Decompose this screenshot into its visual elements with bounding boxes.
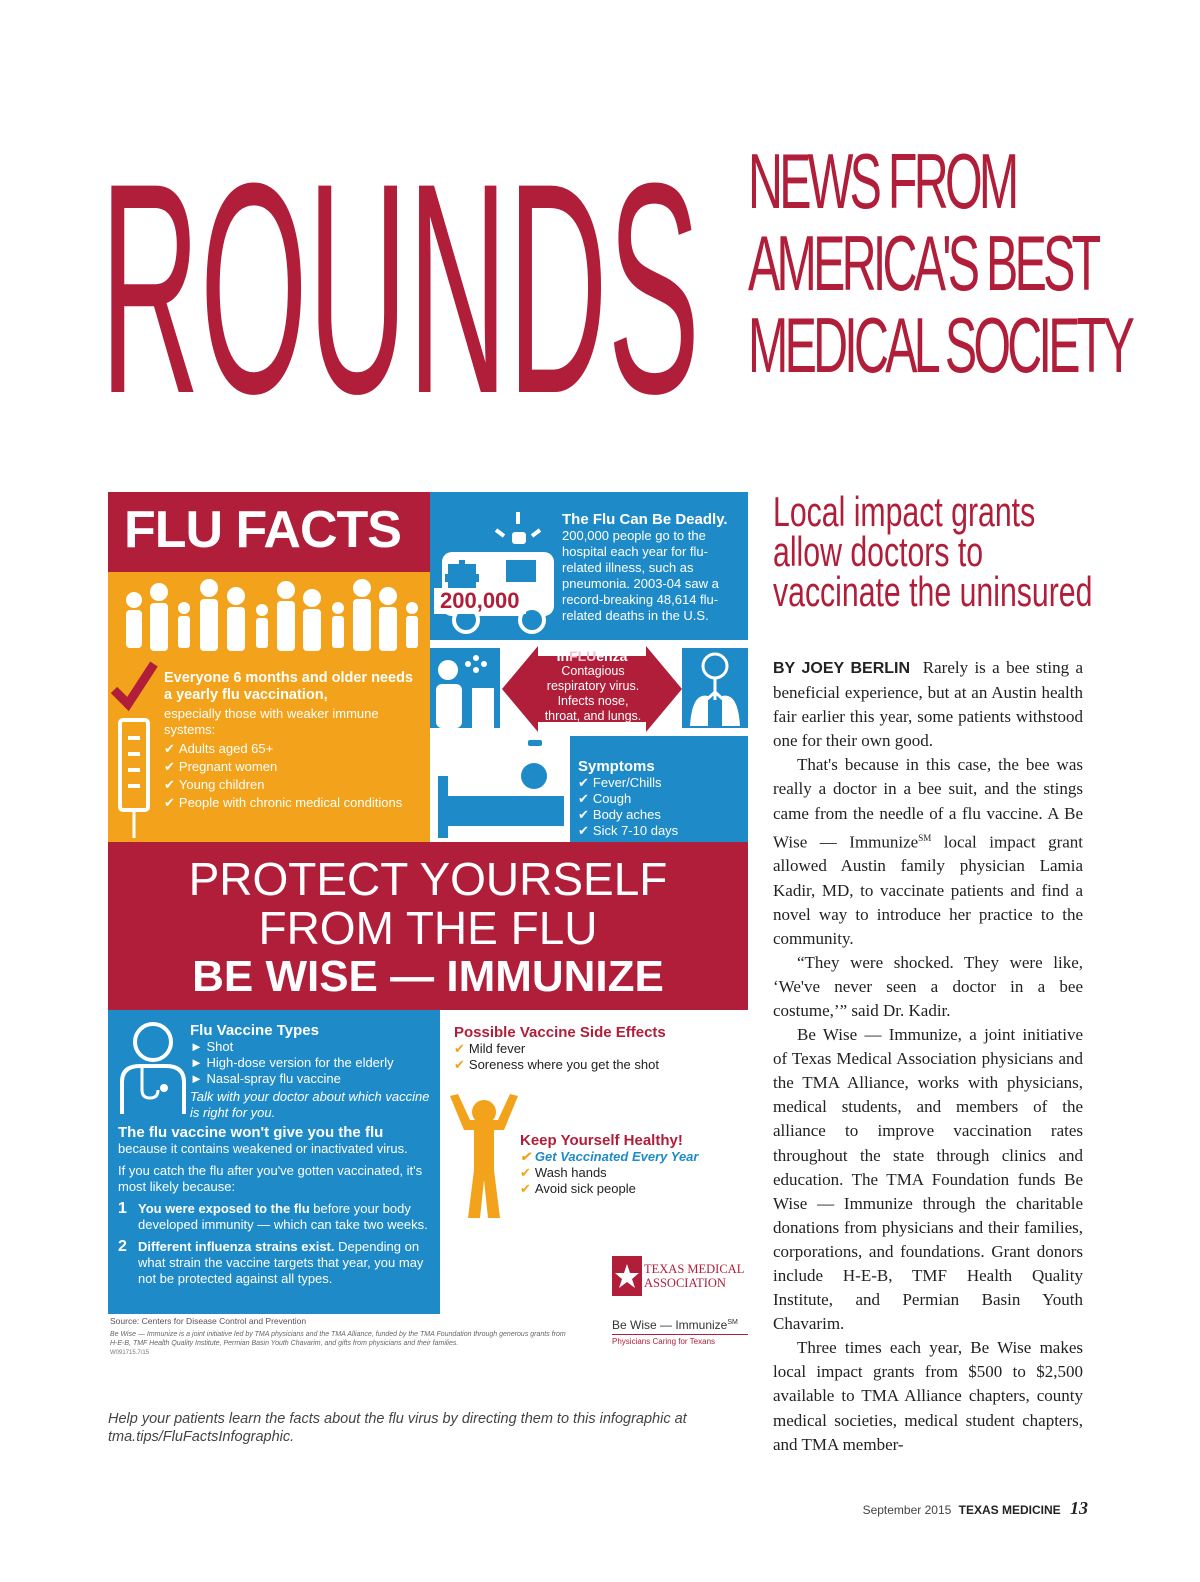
- article-paragraph: Three times each year, Be Wise makes local impact grants from $500 to $2,500 available to TMA Alliance chapters, county medical societies, medical student chapters, and TMA member-: [773, 1338, 1083, 1454]
- article-body: [773, 656, 1083, 1457]
- vaccine-info-panel: [108, 1010, 440, 1314]
- list-item: ✔ People with chronic medical conditions: [164, 795, 403, 810]
- check-icon: ✔: [578, 775, 589, 790]
- infographic-source: Source: Centers for Disease Control and Prevention: [110, 1316, 307, 1326]
- symptoms-panel: [430, 736, 748, 842]
- list-item: ► Shot: [190, 1039, 234, 1054]
- symptoms-heading: Symptoms: [578, 758, 655, 775]
- wont-give-sub: because it contains weakened or inactivated virus.: [118, 1141, 408, 1156]
- keep-healthy: [520, 1132, 740, 1197]
- list-item: ✔ Fever/Chills: [578, 775, 662, 790]
- tagline-line: MEDICAL SOCIETY: [748, 301, 1132, 389]
- vaccination-audience-text: [164, 670, 424, 812]
- list-item: ✔ Wash hands: [520, 1165, 607, 1180]
- texas-star-icon: [612, 1256, 642, 1296]
- influenza-title: InFLUenza: [556, 648, 628, 664]
- article-paragraph: “They were shocked. They were like, ‘We've never seen a doctor in a bee costume,’” said Dr. Kadir.: [773, 952, 1083, 1020]
- check-icon: ✔: [164, 795, 175, 810]
- vaccine-wont-give-flu: [118, 1124, 434, 1287]
- side-effects-panel: [440, 1010, 748, 1314]
- tma-logo-text: TEXAS MEDICAL ASSOCIATION: [644, 1262, 745, 1290]
- check-icon: ✔: [520, 1165, 531, 1180]
- vaccine-types: [190, 1022, 435, 1121]
- check-icon: ✔: [164, 741, 175, 756]
- list-item: ✔ Body aches: [578, 807, 661, 822]
- list-item: ✔ Young children: [164, 777, 265, 792]
- infographic-fine-print: Be Wise — Immunize is a joint initiative led by TMA physicians and the TMA Alliance, funded by the TMA Foundation through generous grants from H-E-B, TMF Health Quality Institute, Permian Basin Youth Chavarim, and gifts from physicians and their families.: [110, 1331, 566, 1347]
- healthy-person-icon: [444, 1090, 524, 1220]
- vaccination-audience-panel: [108, 572, 430, 842]
- flu-facts-infographic: [108, 492, 748, 1392]
- vaccine-types-heading: Flu Vaccine Types: [190, 1022, 319, 1039]
- bewise-logo: Be Wise — Immunize℠ Physicians Caring for Texans: [612, 1318, 748, 1346]
- flu-deadly-panel: [430, 492, 748, 640]
- symptoms-text: [578, 758, 678, 839]
- check-icon: ✔: [520, 1149, 531, 1164]
- vaccine-types-note: Talk with your doctor about which vaccine is right for you.: [190, 1089, 430, 1120]
- protect-banner: [108, 842, 748, 1010]
- audience-list: [164, 740, 424, 812]
- check-icon: ✔: [578, 823, 589, 838]
- headline-line: vaccinate the uninsured: [773, 568, 1093, 615]
- reason-item: 1 You were exposed to the flu before your body developed immunity — which can take two weeks.: [118, 1200, 428, 1232]
- wont-give-intro: If you catch the flu after you've gotten vaccinated, it's most likely because:: [118, 1163, 423, 1194]
- list-item: ✔ Mild fever: [454, 1041, 526, 1056]
- sick-bed-icon: [430, 736, 570, 842]
- check-icon: ✔: [578, 791, 589, 806]
- check-icon: ✔: [164, 759, 175, 774]
- side-effects: [454, 1024, 666, 1073]
- page-footer: [858, 1498, 1088, 1519]
- list-item: ✔ Avoid sick people: [520, 1181, 636, 1196]
- check-icon: ✔: [164, 777, 175, 792]
- check-icon: ✔: [454, 1041, 465, 1056]
- family-group-icon: [114, 578, 424, 658]
- audience-subtext: especially those with weaker immune systems:: [164, 706, 379, 737]
- flu-facts-title: FLU FACTS: [124, 501, 401, 559]
- infographic-caption: Help your patients learn the facts about the flu virus by directing them to this infographic at tma.tips/FluFactsInfographic.: [108, 1411, 687, 1445]
- lungs-icon: [682, 648, 748, 728]
- reason-item: 2 Different influenza strains exist. Depending on what strain the vaccine targets that year, you may not be protected against all types.: [118, 1238, 424, 1286]
- article-paragraph: BY JOEY BERLIN Rarely is a bee sting a beneficial experience, but at an Austin health fair earlier this year, some patients withstood one for their own good.: [773, 658, 1084, 751]
- list-item: ✔ Sick 7-10 days: [578, 823, 679, 838]
- influenza-panel: [430, 640, 748, 736]
- infographic-code: W091715.7/15: [110, 1350, 150, 1356]
- protect-line: FROM THE FLU: [258, 902, 598, 954]
- list-item: ✔ Cough: [578, 791, 632, 806]
- check-icon: ✔: [520, 1181, 531, 1196]
- flu-deadly-text: [562, 512, 742, 624]
- tagline-line: NEWS FROM: [748, 137, 1016, 225]
- side-effects-heading: Possible Vaccine Side Effects: [454, 1024, 666, 1041]
- article-paragraph: That's because in this case, the bee was really a doctor in a bee suit, and the stings came from the needle of a flu vaccine. A Be Wise — Immunize℠ local impact grant allowed Austin family physician Lamia Kadir, MD, to vaccinate patients and find a novel way to introduce her practice to the community.: [773, 755, 1083, 948]
- check-icon: ✔: [578, 807, 589, 822]
- influenza-text: Contagious respiratory virus. Infects nose, throat, and lungs.: [544, 664, 642, 723]
- masthead-title: [100, 130, 710, 400]
- check-icon: ✔: [454, 1057, 465, 1072]
- footer-date: September 2015: [862, 1503, 952, 1517]
- svg-text:ROUNDS: ROUNDS: [100, 130, 700, 400]
- ambulance-icon: [436, 502, 561, 634]
- footer-magazine: TEXAS MEDICINE: [958, 1503, 1061, 1517]
- syringe-icon: [110, 660, 160, 840]
- page-number: 13: [1070, 1498, 1088, 1518]
- hospital-count-badge: 200,000: [434, 588, 526, 614]
- flu-deadly-heading: The Flu Can Be Deadly.: [562, 511, 728, 528]
- keep-healthy-heading: Keep Yourself Healthy!: [520, 1132, 683, 1149]
- audience-heading: Everyone 6 months and older needs a yearly flu vaccination,: [164, 670, 413, 703]
- flu-deadly-body: 200,000 people go to the hospital each year for flu-related illness, such as pneumonia. 2003-04 saw a record-breaking 48,614 flu-related deaths in the U.S.: [562, 528, 719, 623]
- doctor-icon: [118, 1022, 188, 1116]
- protect-line: PROTECT YOURSELF: [188, 853, 668, 905]
- list-item: ✔ Get Vaccinated Every Year: [520, 1149, 699, 1164]
- list-item: ► High-dose version for the elderly: [190, 1055, 394, 1070]
- tagline-line: AMERICA'S BEST: [748, 219, 1098, 307]
- sneezing-person-icon: [430, 648, 500, 728]
- wont-give-heading: The flu vaccine won't give you the flu: [118, 1124, 384, 1141]
- list-item: ✔ Pregnant women: [164, 759, 278, 774]
- protect-slogan: BE WISE — IMMUNIZE: [192, 952, 664, 1001]
- list-item: ✔ Adults aged 65+: [164, 741, 274, 756]
- headline-line: allow doctors to: [773, 528, 984, 575]
- article-headline: [773, 488, 1113, 615]
- list-item: ✔ Soreness where you get the shot: [454, 1057, 659, 1072]
- flu-facts-header: [108, 492, 430, 572]
- list-item: ► Nasal-spray flu vaccine: [190, 1071, 341, 1086]
- byline: BY JOEY BERLIN: [773, 660, 911, 677]
- article-paragraph: Be Wise — Immunize, a joint initiative of Texas Medical Association physicians and the TMA Alliance, works with physicians, medical students, and members of the alliance to improve vaccination rates throughout the state through clinics and education. The TMA Foundation funds Be Wise — Immunize through the charitable donations from physicians and their families, corporations, and foundations. Grant donors include H-E-B, TMF Health Quality Institute, and Permian Basin Youth Chavarim.: [773, 1025, 1083, 1334]
- headline-line: Local impact grants: [773, 488, 1036, 535]
- masthead-tagline: [748, 137, 1132, 389]
